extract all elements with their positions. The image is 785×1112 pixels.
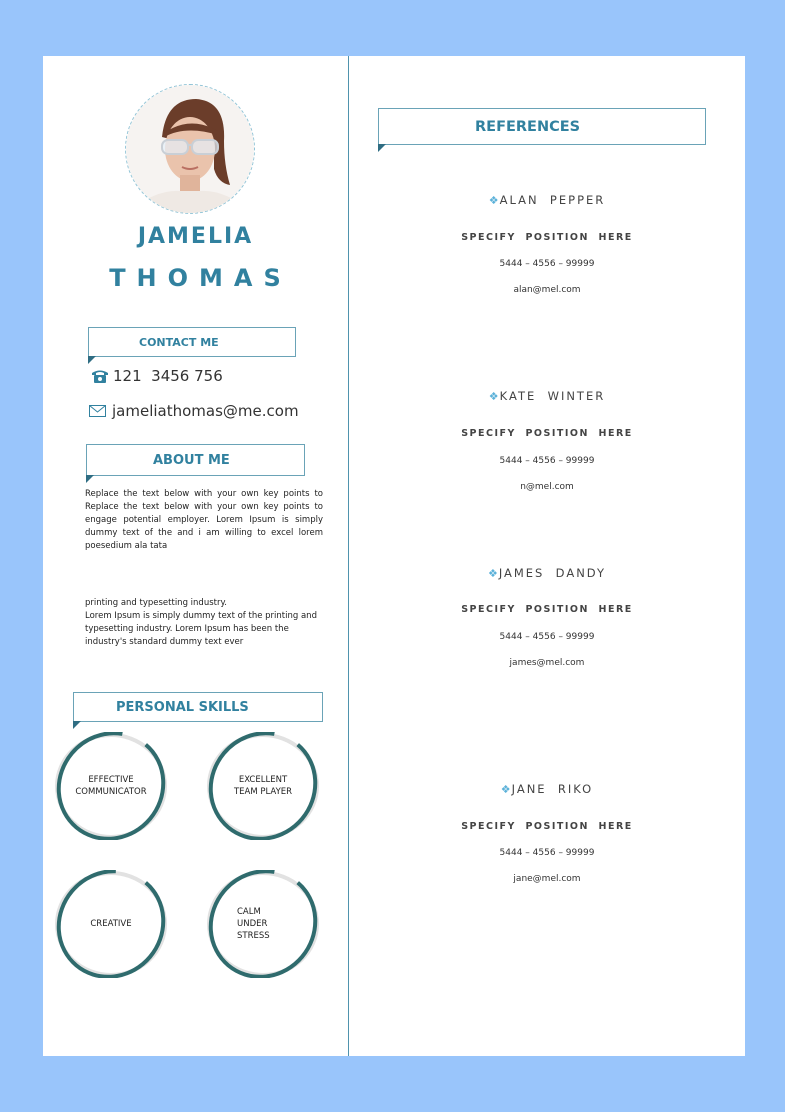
reference-name: [349, 566, 745, 580]
contact-email: [89, 402, 299, 420]
references-heading-banner: [378, 108, 706, 145]
references-heading: REFERENCES: [475, 118, 581, 135]
reference-name: [349, 782, 745, 796]
skill-ring: [207, 732, 319, 840]
last-name: THOMAS: [109, 264, 292, 292]
reference-phone: 5444 – 4556 – 99999: [499, 632, 595, 642]
skill-label-line: TEAM PLAYER: [233, 787, 293, 797]
contact-heading: CONTACT ME: [139, 335, 219, 349]
skill-label-line: EXCELLENT: [238, 775, 288, 785]
skill-label: [69, 870, 153, 978]
about-paragraph-2-line-1: printing and typesetting industry.: [85, 598, 227, 608]
reference-phone: 5444 – 4556 – 99999: [499, 259, 595, 269]
reference-phone: 5444 – 4556 – 99999: [499, 848, 595, 858]
reference-email[interactable]: alan@mel.com: [513, 285, 581, 295]
reference-name-text: KATE WINTER: [499, 389, 606, 403]
banner-tail: [86, 475, 94, 483]
email-address[interactable]: jameliathomas@me.com: [112, 402, 299, 420]
skill-label-line: STRESS: [237, 931, 270, 941]
skill-ring: [55, 732, 167, 840]
skills-heading-banner: [73, 692, 323, 722]
about-paragraph-1: Replace the text below with your own key points to Replace the text below with your own key points to engage potential employer. Lorem Ipsum is simply dummy text of the and i am willing to excel lorem poesedium ala tata: [85, 489, 323, 551]
reference-position: SPECIFY POSITION HERE: [461, 604, 633, 615]
diamond-bullet-icon: ❖: [488, 390, 499, 403]
skill-label-line: UNDER: [237, 919, 268, 929]
reference-position: SPECIFY POSITION HERE: [461, 428, 633, 439]
profile-photo: [125, 84, 255, 214]
skill-label: [221, 732, 305, 840]
skill-label: [69, 732, 153, 840]
contact-phone: [91, 367, 223, 385]
about-heading-banner: [86, 444, 305, 476]
resume-page: [43, 56, 745, 1056]
banner-tail: [88, 356, 96, 364]
about-paragraph-2-rest: Lorem Ipsum is simply dummy text of the printing and typesetting industry. Lorem Ipsum has been the industry's standard dummy text ever: [85, 611, 317, 647]
reference-position: SPECIFY POSITION HERE: [461, 821, 633, 832]
skills-heading: PERSONAL SKILLS: [116, 699, 249, 715]
phone-number: 121 3456 756: [113, 367, 223, 385]
reference-name: [349, 389, 745, 403]
contact-heading-banner: [88, 327, 296, 357]
skill-label-line: COMMUNICATOR: [75, 787, 147, 797]
phone-icon: [91, 369, 109, 383]
skill-label: [237, 870, 305, 978]
reference-name-text: ALAN PEPPER: [499, 193, 606, 207]
reference-email[interactable]: james@mel.com: [509, 658, 585, 668]
skill-ring: [207, 870, 319, 978]
skill-label-line: EFFECTIVE: [88, 775, 134, 785]
skill-label-line: CREATIVE: [90, 919, 132, 929]
diamond-bullet-icon: ❖: [488, 194, 499, 207]
profile-photo-image: [126, 85, 254, 213]
diamond-bullet-icon: ❖: [500, 783, 511, 796]
diamond-bullet-icon: ❖: [487, 567, 498, 580]
skill-label-line: CALM: [237, 907, 261, 917]
about-heading: ABOUT ME: [153, 452, 230, 468]
reference-name-text: JANE RIKO: [511, 782, 594, 796]
reference-phone: 5444 – 4556 – 99999: [499, 456, 595, 466]
reference-email[interactable]: n@mel.com: [520, 482, 574, 492]
skill-ring: [55, 870, 167, 978]
reference-position: SPECIFY POSITION HERE: [461, 232, 633, 243]
reference-name: [349, 193, 745, 207]
about-paragraph-2: [85, 597, 323, 649]
envelope-icon: [89, 405, 106, 417]
banner-tail: [73, 721, 81, 729]
reference-email[interactable]: jane@mel.com: [513, 874, 581, 884]
banner-tail: [378, 144, 386, 152]
first-name: JAMELIA: [137, 224, 254, 249]
reference-name-text: JAMES DANDY: [498, 566, 607, 580]
